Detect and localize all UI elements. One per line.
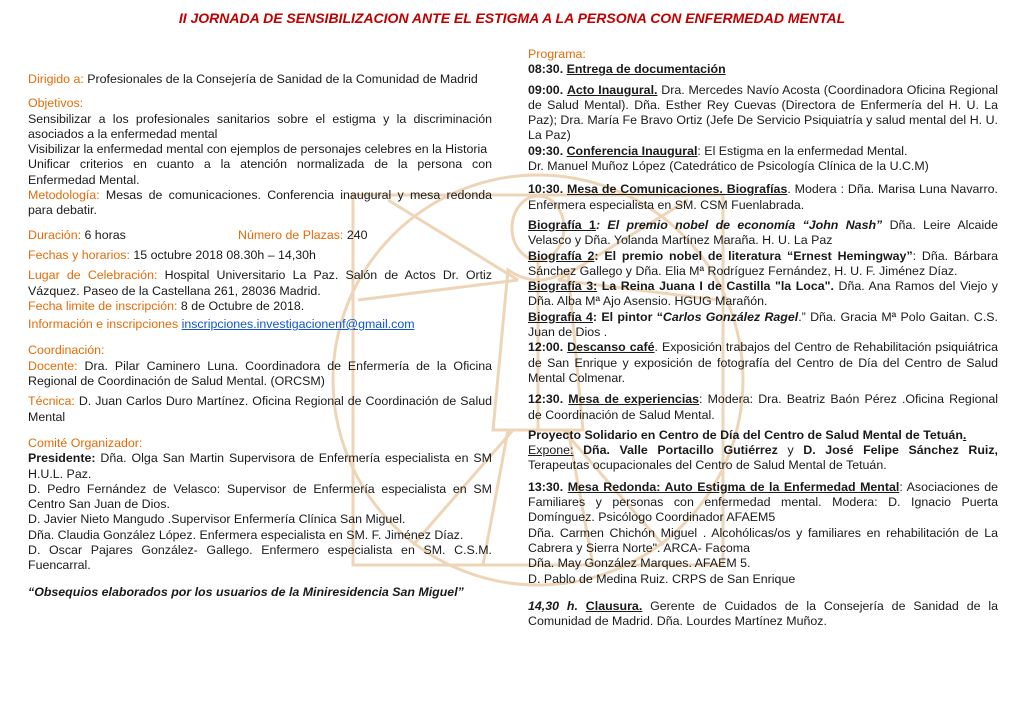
left-column xyxy=(28,72,492,605)
item-1230-time: 12:30. xyxy=(528,392,564,407)
biografias-block xyxy=(528,218,998,386)
objetivos-label: Objetivos: xyxy=(28,96,84,111)
info-row xyxy=(28,317,492,332)
plazas-value: 240 xyxy=(343,227,368,242)
tecnica-label: Técnica: xyxy=(28,394,75,409)
item-1330-title: Mesa Redonda: Auto Estigma de la Enfermedad Mental xyxy=(567,479,900,494)
item-1330 xyxy=(528,480,998,587)
item-0830-time: 08:30. xyxy=(528,62,564,77)
coordinacion-label: Coordinación: xyxy=(28,343,105,358)
expone-names-2: D. José Felipe Sánchez Ruiz, xyxy=(803,443,998,458)
item-1330-text: : Asociaciones de Familiares y personas con enfermedad mental. Modera: D. Ignacio Puerta Domínguez. Psicólogo Coordinador AFAEM5 xyxy=(528,479,998,525)
coordinacion-section xyxy=(28,343,492,389)
item-1200-text: . Exposición trabajos del Centro de Rehabilitación psiquiátrica de San Enrique y exposición de fotografía del Centro de Día del Centro de Salud Mental Colmenar. xyxy=(528,340,998,385)
item-1030 xyxy=(528,182,998,213)
bio1-text: Dña. Leire Alcaide Velasco y Dña. Yolanda Martínez Maraña. H. U. La Paz xyxy=(528,217,998,248)
bio2-title: : El premio nobel de literatura “Ernest Hemingway” xyxy=(594,248,913,263)
mesa-member: Dña. May González Marques. AFAEM 5. xyxy=(528,556,751,571)
info-label: Información e inscripciones xyxy=(28,317,179,332)
fechas-label: Fechas y horarios: xyxy=(28,247,130,262)
docente-label: Docente: xyxy=(28,358,78,373)
expone-names: Dña. Valle Portacillo Gutiérrez xyxy=(573,443,778,458)
bio3-label: Biografía 3: xyxy=(528,279,598,294)
bio1-label: Biografía 1 xyxy=(528,217,596,232)
item-1200-title: Descanso café xyxy=(567,340,655,355)
right-column xyxy=(528,47,998,634)
bio2-label: Biografía 2 xyxy=(528,248,595,263)
item-1430-time: 14,30 h. xyxy=(528,598,578,613)
duracion-label: Duración: xyxy=(28,227,82,242)
proyecto-dot: . xyxy=(962,427,967,442)
bio1-title: : El premio nobel de economía “John Nash” xyxy=(595,217,883,232)
duracion-value: 6 horas xyxy=(81,227,126,242)
programa-label: Programa: xyxy=(528,47,586,61)
comite-section xyxy=(28,436,492,574)
comite-member: D. Oscar Pajares González- Gallego. Enfermero especialista en SM. C.S.M. Fuencarral. xyxy=(28,543,492,573)
objetivo-item: Unificar criterios en cuanto a la atención normalizada de la persona con Enfermedad Mental. xyxy=(28,157,492,187)
item-1230 xyxy=(528,392,998,423)
item-1030-title: Mesa de Comunicaciones. Biografías xyxy=(567,182,788,197)
page-title: II JORNADA DE SENSIBILIZACION ANTE EL ESTIGMA A LA PERSONA CON ENFERMEDAD MENTAL xyxy=(178,10,846,26)
dirigido-section xyxy=(28,72,492,87)
bio4-title-post: .” xyxy=(798,309,806,324)
inscripciones-email-link[interactable]: inscripciones.investigacionenf@gmail.com xyxy=(181,317,415,332)
objetivos-section xyxy=(28,96,492,218)
comite-member: D. Javier Nieto Mangudo .Supervisor Enfermería Clínica San Miguel. xyxy=(28,512,406,527)
presidente-value: Dña. Olga San Martin Supervisora de Enfermería especialista en SM H.U.L. Paz. xyxy=(28,451,492,481)
proyecto-title: Proyecto Solidario en Centro de Día del Centro de Salud Mental de Tetuán xyxy=(528,427,963,442)
programa-header xyxy=(528,47,998,78)
comite-member: Dña. Claudia González López. Enfermera especialista en SM. F. Jiménez Díaz. xyxy=(28,527,464,542)
expone-text: Terapeutas ocupacionales del Centro de Salud Mental de Tetuán. xyxy=(528,458,887,473)
item-0930-text: : El Estigma en la enfermedad Mental. xyxy=(697,143,908,158)
bio4-title-pre: : El pintor “ xyxy=(592,309,663,324)
item-1430 xyxy=(528,599,998,630)
item-0930-title: Conferencia Inaugural xyxy=(566,143,698,158)
item-0900-text: Dra. Mercedes Navío Acosta (Coordinadora Oficina Regional de Salud Mental). Dña. Esther Rey Cuevas (Directora de Enfermería del H. U. La Paz); Dra. María Fe Bravo Ortiz (Jefe De Servicio Psiquiatría y salud mental del H. U. La Paz) xyxy=(528,82,999,143)
bio3-text: Dña. Ana Ramos del Viejo y Dña. Alba Mª Ajo Asensio. HGUG Marañón. xyxy=(528,279,999,309)
tecnica-row xyxy=(28,394,492,425)
mesa-member: Dña. Carmen Chichón Miguel . Alcohólicas/os y familiares en rehabilitación de La Cabrera y Sierra Norte". ARCA- Facoma xyxy=(528,525,998,555)
bio2-text: : Dña. Bárbara Sánchez Gallego y Dña. Elia Mª Rodríguez Fernández, H. U. F. Jiménez Díaz. xyxy=(528,248,998,278)
lugar-label: Lugar de Celebración: xyxy=(28,268,158,283)
duracion-row xyxy=(28,228,492,243)
metodologia-label: Metodología: xyxy=(28,188,100,203)
dirigido-label: Dirigido a: xyxy=(28,72,84,86)
item-0900 xyxy=(528,83,998,175)
mesa-member: D. Pablo de Medina Ruiz. CRPS de San Enrique xyxy=(528,571,796,586)
item-1230-title: Mesa de experiencias xyxy=(568,392,700,407)
bio3-title: La Reina Juana I de Castilla "la Loca". xyxy=(597,279,834,294)
lugar-section xyxy=(28,268,492,314)
comite-member: D. Pedro Fernández de Velasco: Supervisor de Enfermería especialista en SM Centro San Juan de Dios. xyxy=(28,481,492,512)
presidente-label: Presidente: xyxy=(28,451,96,466)
expone-y: y xyxy=(777,443,804,458)
dirigido-text: Profesionales de la Consejería de Sanidad de la Comunidad de Madrid xyxy=(83,72,478,86)
bio4-title-name: Carlos González Ragel xyxy=(662,309,799,324)
item-1030-time: 10:30. xyxy=(528,182,564,197)
fechas-value: 15 octubre 2018 08.30h – 14,30h xyxy=(129,247,316,262)
fechas-row xyxy=(28,248,492,263)
item-0930-speaker: Dr. Manuel Muñoz López (Catedrático de Psicología Clínica de la U.C.M) xyxy=(528,159,929,174)
item-1330-time: 13:30. xyxy=(528,479,564,494)
item-1030-text: . Modera : Dña. Marisa Luna Navarro. Enfermera especialista en SM. CSM Fuenlabrada. xyxy=(528,182,998,212)
metodologia-text: Mesas de comunicaciones. Conferencia inaugural y mesa redonda para debatir. xyxy=(28,188,492,218)
docente-value: Dra. Pilar Caminero Luna. Coordinadora de Enfermería de la Oficina Regional de Coordinación de Salud Mental. (ORCSM) xyxy=(28,358,492,389)
expone-label: Expone: xyxy=(528,443,574,458)
bio4-label: Biografía 4 xyxy=(528,309,593,324)
item-1430-title: Clausura. xyxy=(585,598,643,613)
limite-value: 8 de Octubre de 2018. xyxy=(177,298,305,313)
objetivo-item: Visibilizar la enfermedad mental con ejemplos de personajes celebres en la Historia xyxy=(28,142,488,157)
bio4-text: Dña. Gracia Mª Polo Gaitan. C.S. Juan de Dios . xyxy=(528,309,998,340)
lugar-value: Hospital Universitario La Paz. Salón de Actos Dr. Ortiz Vázquez. Paseo de la Castellana 261, 28036 Madrid. xyxy=(28,268,492,298)
item-0930-time: 09:30. xyxy=(528,143,564,158)
tecnica-value: D. Juan Carlos Duro Martínez. Oficina Regional de Coordinación de Salud Mental xyxy=(28,394,492,424)
plazas-group xyxy=(238,228,368,243)
item-1430-text: Gerente de Cuidados de la Consejería de Sanidad de la Comunidad de Madrid. Dña. Lourdes Martínez Muñoz. xyxy=(528,598,998,629)
comite-label: Comité Organizador: xyxy=(28,435,143,450)
item-1230-text: : Modera: Dra. Beatriz Baón Pérez .Oficina Regional de Coordinación de Salud Mental. xyxy=(528,392,998,422)
proyecto-solidario xyxy=(528,428,998,474)
item-0830-title: Entrega de documentación xyxy=(566,62,726,77)
plazas-label: Número de Plazas: xyxy=(238,227,344,242)
item-0900-time: 09:00. xyxy=(528,82,564,97)
item-0900-title: Acto Inaugural. xyxy=(566,82,658,97)
item-1200-time: 12:00. xyxy=(528,340,564,355)
objetivo-item: Sensibilizar a los profesionales sanitarios sobre el estigma y la discriminación asociados a la enfermedad mental xyxy=(28,111,492,141)
limite-label: Fecha limite de inscripción: xyxy=(28,298,178,313)
obsequios-note: “Obsequios elaborados por los usuarios de la Miniresidencia San Miguel” xyxy=(28,584,464,599)
